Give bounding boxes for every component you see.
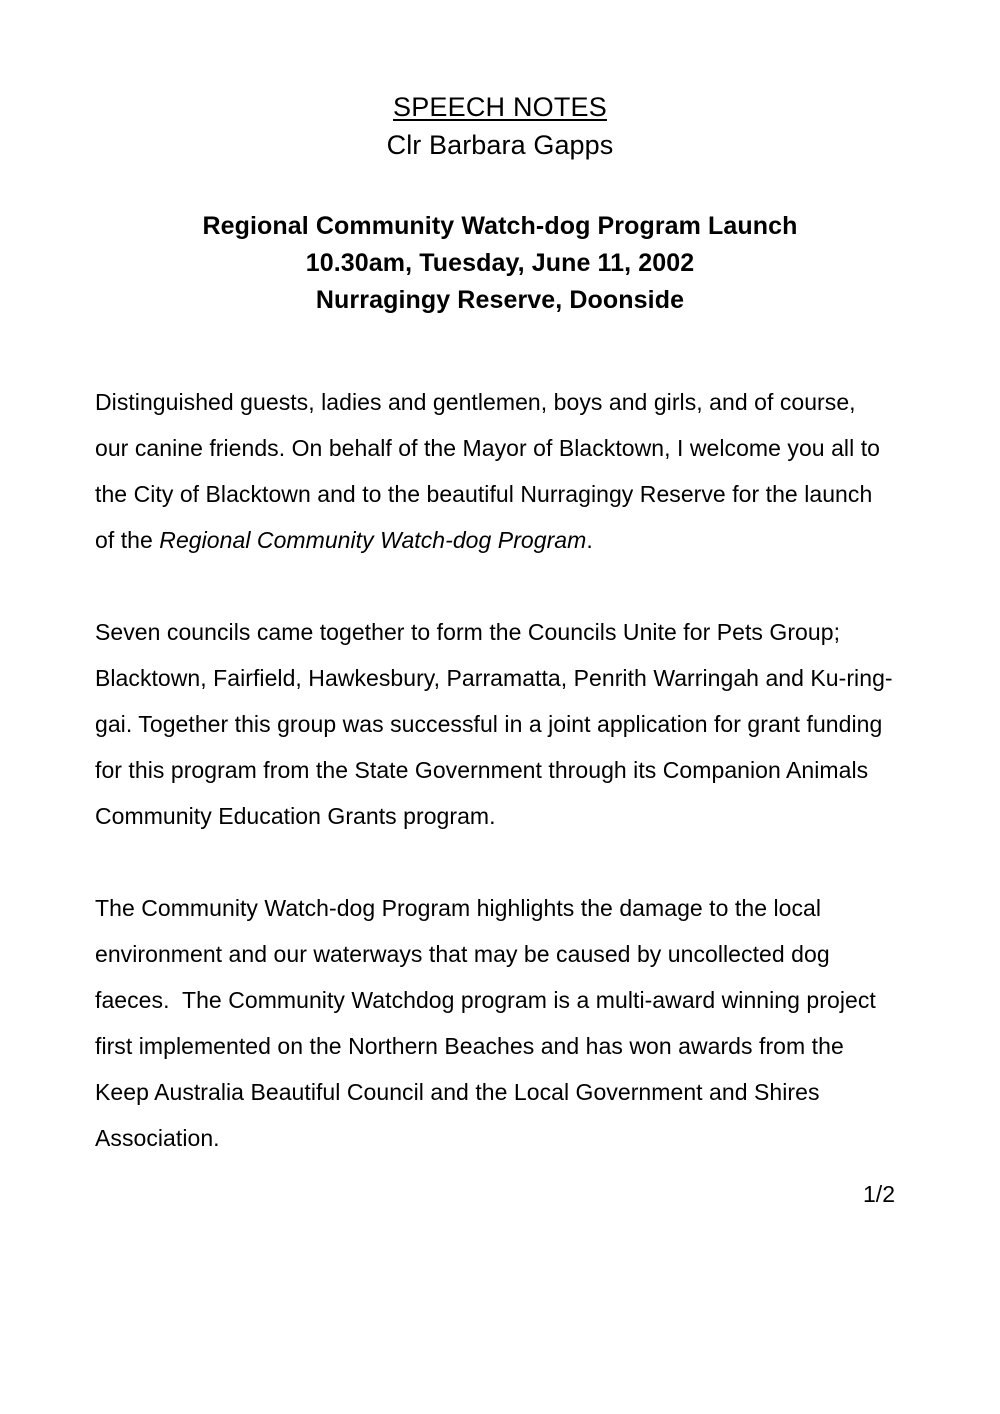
paragraph-1-text-after-italic: . [586, 527, 593, 553]
speaker-name: Clr Barbara Gapps [386, 130, 614, 160]
paragraph-1-text-before-italic: Distinguished guests, ladies and gentlemen, boys and girls, and of course, our canine friends. On behalf of the Mayor of Blacktown, I welcome you all to the City of Blacktown and to the beautiful Nurragingy Reserve for the launch of the [95, 389, 887, 553]
event-title-line-2: 10.30am, Tuesday, June 11, 2002 [305, 249, 695, 277]
paragraph-2: Seven councils came together to form the Councils Unite for Pets Group; Blacktown, Fairfield, Hawkesbury, Parramatta, Penrith Warringah and Ku-ring-gai. Together this group was successful in a joint application for grant funding for this program from the State Government through its Companion Animals Community Education Grants program. [95, 619, 893, 829]
speech-notes-heading: SPEECH NOTES [393, 92, 607, 122]
document-header [0, 0, 1000, 164]
page-number-row [0, 1171, 1000, 1217]
paragraph-1 [95, 379, 895, 563]
page-number: 1/2 [863, 1181, 895, 1207]
paragraph-3: The Community Watch-dog Program highlights the damage to the local environment and our waterways that may be caused by uncollected dog faeces. The Community Watchdog program is a multi-award winning project first implemented on the Northern Beaches and has won awards from the Keep Australia Beautiful Council and the Local Government and Shires Association. [95, 895, 883, 1151]
event-title-block [0, 208, 1000, 319]
program-name-italic: Regional Community Watch-dog Program [159, 527, 587, 553]
event-title-line-1: Regional Community Watch-dog Program Launch [202, 212, 798, 240]
body-copy [0, 379, 1000, 1161]
event-title-line-3: Nurragingy Reserve, Doonside [315, 286, 685, 314]
